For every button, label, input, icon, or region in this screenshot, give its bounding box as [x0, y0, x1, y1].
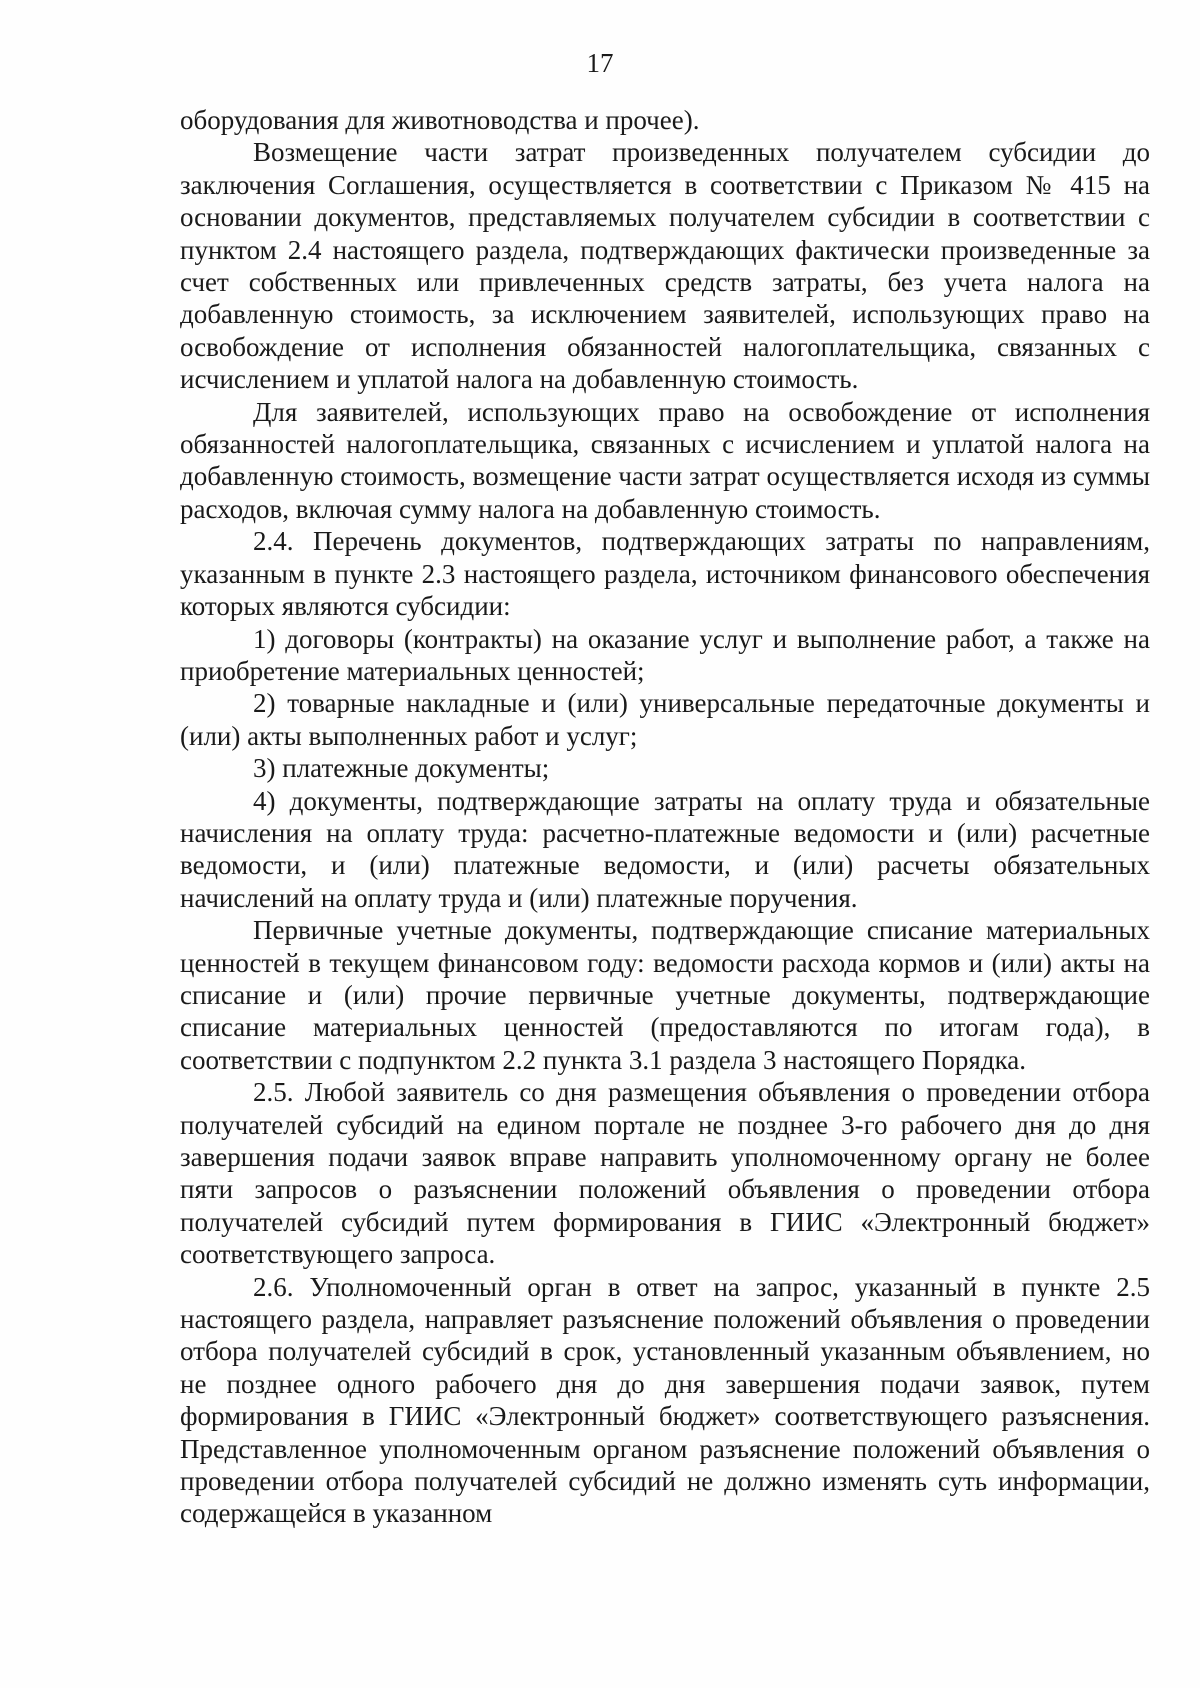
list-item-1: 1) договоры (контракты) на оказание услуг и выполнение работ, а также на приобретение материальных ценностей; — [180, 623, 1150, 686]
list-item-3: 3) платежные документы; — [253, 753, 550, 784]
document-body — [180, 104, 1150, 1530]
list-item-4: 4) документы, подтверждающие затраты на оплату труда и обязательные начисления на оплату труда: расчетно-платежные ведомости и (или) расчетные ведомости, и (или) платежные ведомости, и (или) расчеты обязательных начислений на оплату труда и (или) платежные поручения. — [180, 785, 1150, 913]
paragraph-primary-documents: Первичные учетные документы, подтверждающие списание материальных ценностей в текущем финансовом году: ведомости расхода кормов и (или) акты на списание и (или) прочие первичные учетные документы, подтверждающие списание материальных ценностей (предоставляются по итогам года), в соответствии с подпунктом 2.2 пункта 3.1 раздела 3 настоящего Порядка. — [180, 915, 1150, 1075]
paragraph-reimbursement: Возмещение части затрат произведенных получателем субсидии до заключения Соглашения, осуществляется в соответствии с Приказом № 415 на основании документов, представляемых получателем субсидии в соответствии с пунктом 2.4 настоящего раздела, подтверждающих фактически произведенные за счет собственных или привлеченных средств затраты, без учета налога на добавленную стоимость, за исключением заявителей, использующих право на освобождение от исполнения обязанностей налогоплательщика, связанных с исчислением и уплатой налога на добавленную стоимость. — [180, 137, 1150, 395]
list-item-2: 2) товарные накладные и (или) универсальные передаточные документы и (или) акты выполненных работ и услуг; — [180, 688, 1150, 751]
page-number: 17 — [586, 48, 614, 78]
paragraph-section-2-5: 2.5. Любой заявитель со дня размещения объявления о проведении отбора получателей субсидий на едином портале не позднее 3-го рабочего дня до дня завершения подачи заявок вправе направить уполномоченному органу не более пяти запросов о разъяснении положений объявления о проведении отбора получателей субсидий путем формирования в ГИИС «Электронный бюджет» соответствующего запроса. — [180, 1077, 1150, 1270]
paragraph-vat-exempt: Для заявителей, использующих право на освобождение от исполнения обязанностей налогоплательщика, связанных с исчислением и уплатой налога на добавленную стоимость, возмещение части затрат осуществляется исходя из суммы расходов, включая сумму налога на добавленную стоимость. — [180, 396, 1150, 524]
paragraph-continuation: оборудования для животноводства и прочее). — [180, 105, 700, 135]
paragraph-section-2-4: 2.4. Перечень документов, подтверждающих затраты по направлениям, указанным в пункте 2.3 настоящего раздела, источником финансового обеспечения которых являются субсидии: — [180, 526, 1150, 622]
paragraph-section-2-6: 2.6. Уполномоченный орган в ответ на запрос, указанный в пункте 2.5 настоящего раздела, направляет разъяснение положений объявления о проведении отбора получателей субсидий в срок, установленный указанным объявлением, но не позднее одного рабочего дня до дня завершения подачи заявок, путем формирования в ГИИС «Электронный бюджет» соответствующего разъяснения. Представленное уполномоченным органом разъяснение положений объявления о проведении отбора получателей субсидий не должно изменять суть информации, содержащейся в указанном — [180, 1271, 1150, 1529]
